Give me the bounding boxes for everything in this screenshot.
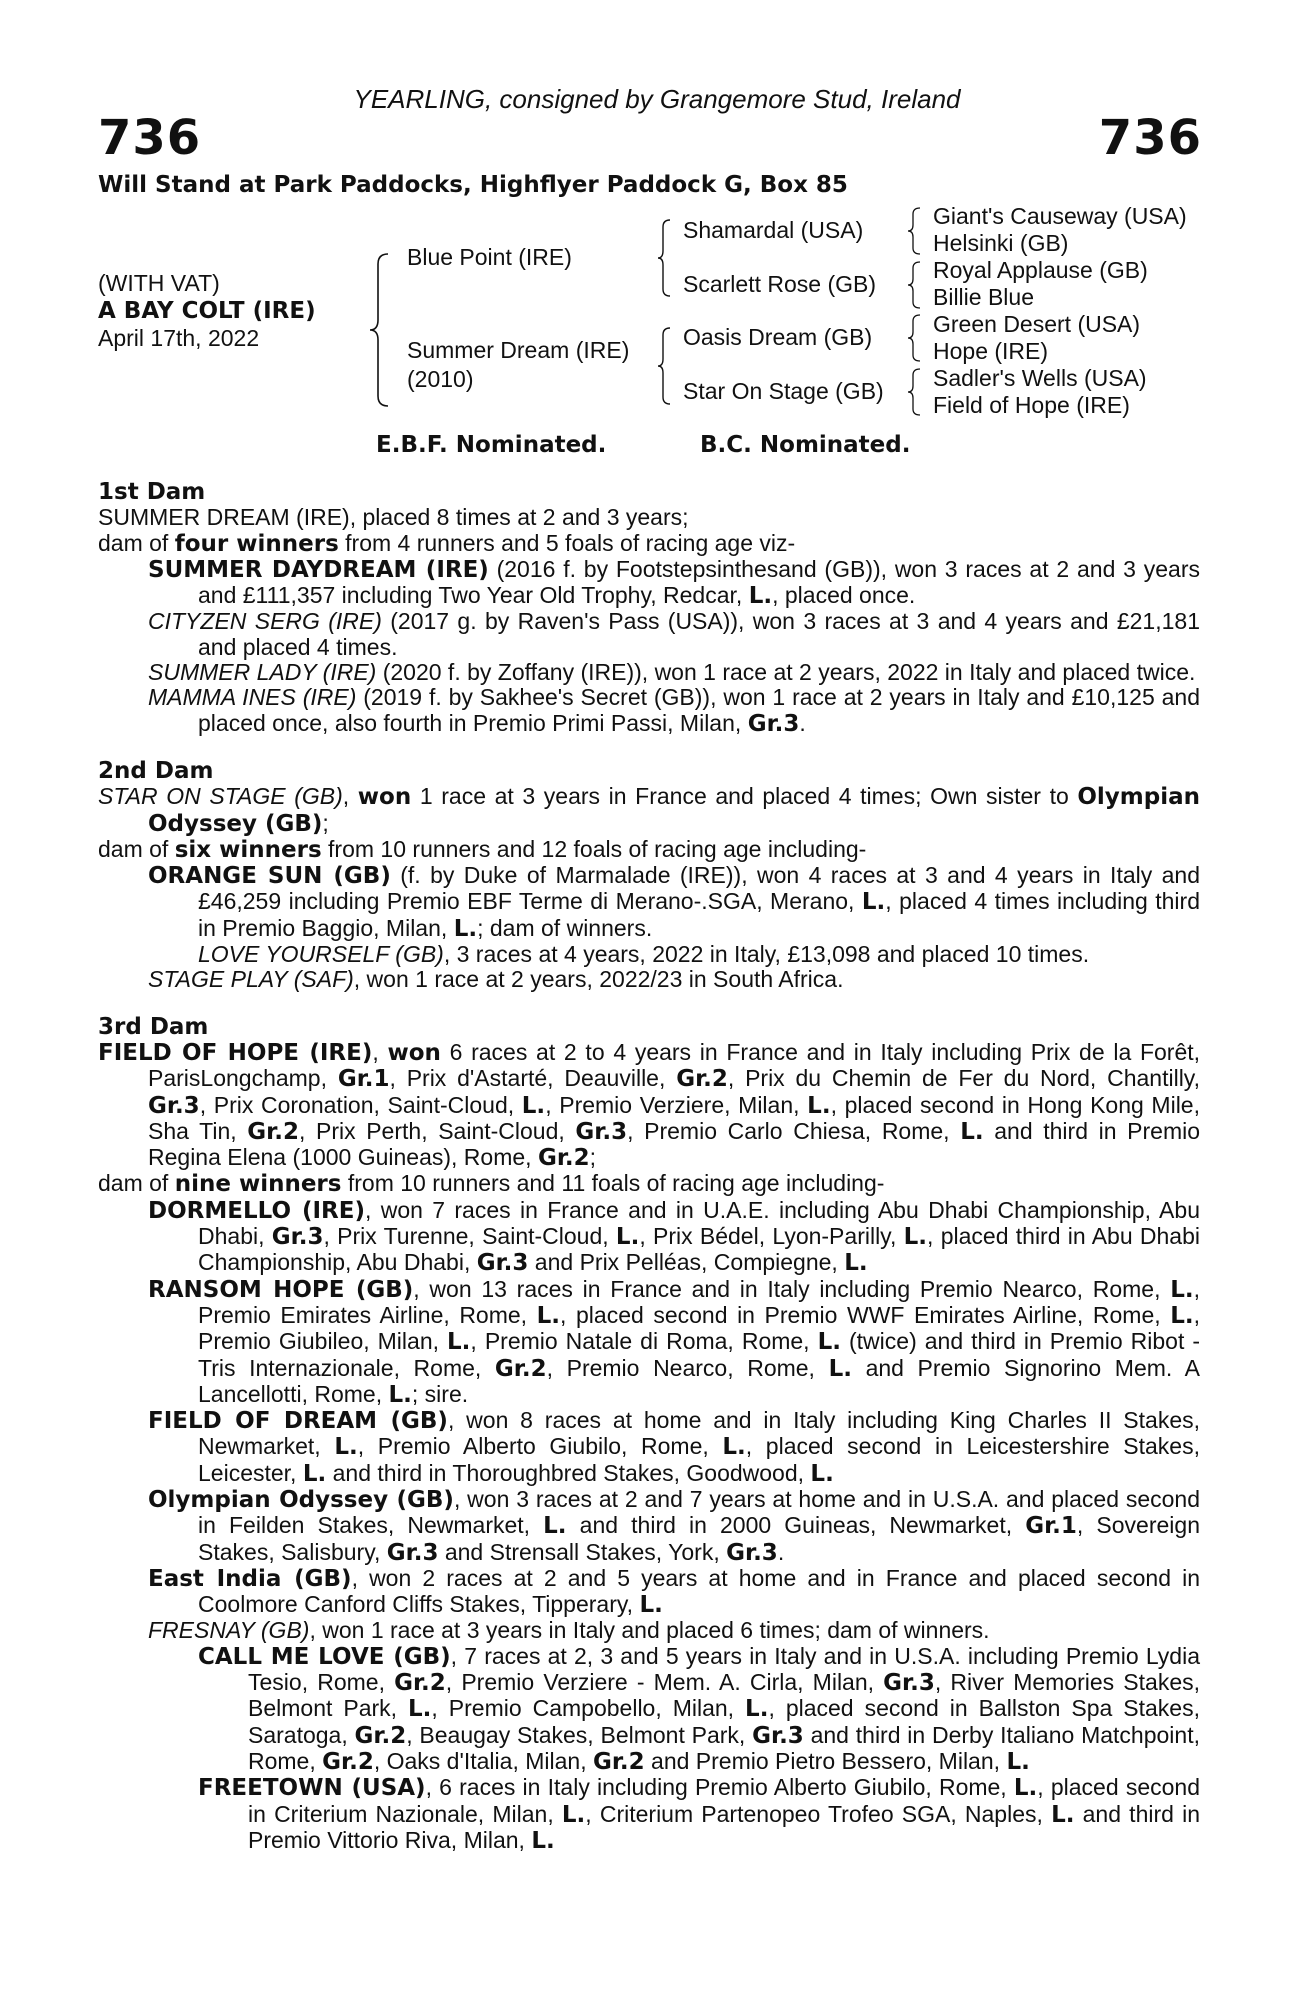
first-dam-line: SUMMER DREAM (IRE), placed 8 times at 2 and 3 years; (98, 504, 689, 531)
pedigree-brace-g4 (906, 367, 922, 417)
dam-year: (2010) (407, 366, 474, 392)
sire-sire: Shamardal (USA) (683, 217, 864, 243)
produce-love-yourself: LOVE YOURSELF (GB), 3 races at 4 years, 2022 in Italy, £13,098 and placed 10 times. (198, 941, 1090, 968)
dam-dam: Star On Stage (GB) (683, 378, 884, 404)
second-dam-heading: 2nd Dam (98, 757, 214, 784)
lot-number-right: 736 (1098, 110, 1202, 166)
second-dam-record: dam of six winners from 10 runners and 12 foals of racing age including- (98, 835, 867, 863)
g-sire-dam-sire: Royal Applause (GB) (933, 257, 1148, 283)
dam-name: Summer Dream (IRE) (407, 337, 630, 363)
produce-fresnay: FRESNAY (GB), won 1 race at 3 years in Italy and placed 6 times; dam of winners. (148, 1617, 990, 1644)
dam-sire: Oasis Dream (GB) (683, 324, 873, 350)
catalogue-subtitle: YEARLING, consigned by Grangemore Stud, Ireland (353, 84, 961, 114)
g-dam-dam-sire: Sadler's Wells (USA) (933, 365, 1147, 391)
g-dam-sire-sire: Green Desert (USA) (933, 311, 1141, 337)
pedigree-brace-main (368, 252, 390, 408)
g-dam-dam-dam: Field of Hope (IRE) (933, 392, 1130, 418)
pedigree-brace-g1 (906, 206, 922, 256)
g-sire-sire-dam: Helsinki (GB) (933, 230, 1069, 256)
sire-name: Blue Point (IRE) (407, 244, 572, 270)
foaling-date: April 17th, 2022 (98, 325, 260, 351)
produce-call-me-love: CALL ME LOVE (GB), 7 races at 2, 3 and 5 years in Italy and in U.S.A. including Premio Lydia Tesio, Rome, Gr.2, Premio Verziere - Mem. A. Cirla, Milan, Gr.3, River Memories Stakes, Belmont Park, L., Premio Campobello, Milan, L., placed second in Ballston Spa Stakes, Saratoga, Gr.2, Beaugay Stakes, Belmont Park, Gr.3 and third in Derby Italiano Matchpoint, Rome, Gr.2, Oaks d'Italia, Milan, Gr.2 and Premio Pietro Bessero, Milan, L. (198, 1642, 1200, 1775)
produce-summer-lady: SUMMER LADY (IRE) (2020 f. by Zoffany (IRE)), won 1 race at 2 years, 2022 in Italy and placed twice. (148, 659, 1196, 686)
produce-ransom-hope: RANSOM HOPE (GB), won 13 races in France and in Italy including Premio Nearco, Rome, L., Premio Emirates Airline, Rome, L., placed second in Premio WWF Emirates Airline, Rome, L., Premio Giubileo, Milan, L., Premio Natale di Roma, Rome, L. (twice) and third in Premio Ribot - Tris Internazionale, Rome, Gr.2, Premio Nearco, Rome, L. and Premio Signorino Mem. A Lancellotti, Rome, L.; sire. (148, 1275, 1200, 1408)
bc-nomination: B.C. Nominated. (700, 432, 911, 458)
third-dam-heading: 3rd Dam (98, 1013, 209, 1040)
pedigree-brace-sire (656, 218, 672, 298)
sire-dam: Scarlett Rose (GB) (683, 271, 876, 297)
produce-mamma-ines: MAMMA INES (IRE) (2019 f. by Sakhee's Secret (GB)), won 1 race at 2 years in Italy and £10,125 and placed once, also fourth in Premio Primi Passi, Milan, Gr.3. (148, 684, 1200, 737)
produce-dormello: DORMELLO (IRE), won 7 races in France and in U.A.E. including Abu Dhabi Championship, Abu Dhabi, Gr.3, Prix Turenne, Saint-Cloud, L., Prix Bédel, Lyon-Parilly, L., placed third in Abu Dhabi Championship, Abu Dhabi, Gr.3 and Prix Pelléas, Compiegne, L. (148, 1196, 1200, 1277)
pedigree-brace-dam (656, 326, 672, 406)
produce-orange-sun: ORANGE SUN (GB) (f. by Duke of Marmalade (IRE)), won 4 races at 3 and 4 years in Italy and £46,259 including Premio EBF Terme di Merano-.SGA, Merano, L., placed 4 times including third in Premio Baggio, Milan, L.; dam of winners. (148, 862, 1200, 942)
produce-summer-daydream: SUMMER DAYDREAM (IRE) (2016 f. by Footstepsinthesand (GB)), won 3 races at 2 and 3 years and £111,357 including Two Year Old Trophy, Redcar, L., placed once. (148, 555, 1200, 610)
pedigree-brace-g2 (906, 260, 922, 310)
third-dam-line: FIELD OF HOPE (IRE), won 6 races at 2 to 4 years in France and in Italy including Prix de la Forêt, ParisLongchamp, Gr.1, Prix d'Astarté, Deauville, Gr.2, Prix du Chemin de Fer du Nord, Chantilly, Gr.3, Prix Coronation, Saint-Cloud, L., Premio Verziere, Milan, L., placed second in Hong Kong Mile, Sha Tin, Gr.2, Prix Perth, Saint-Cloud, Gr.3, Premio Carlo Chiesa, Rome, L. and third in Premio Regina Elena (1000 Guineas), Rome, Gr.2; (98, 1038, 1201, 1172)
pedigree-brace-g3 (906, 313, 922, 363)
produce-field-of-dream: FIELD OF DREAM (GB), won 8 races at home and in Italy including King Charles II Stakes, Newmarket, L., Premio Alberto Giubilo, Rome, L., placed second in Leicestershire Stakes, Leicester, L. and third in Thoroughbred Stakes, Goodwood, L. (148, 1407, 1200, 1487)
first-dam-record: dam of four winners from 4 runners and 5 foals of racing age viz- (98, 529, 796, 557)
produce-olympian-odyssey: Olympian Odyssey (GB), won 3 races at 2 and 7 years at home and in U.S.A. and placed second in Feilden Stakes, Newmarket, L. and third in 2000 Guineas, Newmarket, Gr.1, Sovereign Stakes, Salisbury, Gr.3 and Strensall Stakes, York, Gr.3. (148, 1485, 1200, 1566)
ebf-nomination: E.B.F. Nominated. (376, 432, 607, 458)
vat-note: (WITH VAT) (98, 270, 220, 296)
produce-cityzen-serg: CITYZEN SERG (IRE) (2017 g. by Raven's Pass (USA)), won 3 races at 3 and 4 years and £21,181 and placed 4 times. (148, 608, 1200, 660)
lot-number-left: 736 (98, 110, 202, 166)
second-dam-line: STAR ON STAGE (GB), won 1 race at 3 years in France and placed 4 times; Own sister to Olympian Odyssey (GB); (98, 783, 1201, 837)
third-dam-record: dam of nine winners from 10 runners and 11 foals of racing age including- (98, 1170, 885, 1198)
produce-east-india: East India (GB), won 2 races at 2 and 5 years at home and in France and placed second in Coolmore Canford Cliffs Stakes, Tipperary, L. (148, 1564, 1200, 1619)
produce-freetown: FREETOWN (USA), 6 races in Italy including Premio Alberto Giubilo, Rome, L., placed second in Criterium Nazionale, Milan, L., Criterium Partenopeo Trofeo SGA, Naples, L. and third in Premio Vittorio Riva, Milan, L. (198, 1774, 1200, 1854)
stand-location: Will Stand at Park Paddocks, Highflyer Paddock G, Box 85 (98, 172, 848, 198)
first-dam-heading: 1st Dam (98, 479, 206, 505)
produce-stage-play: STAGE PLAY (SAF), won 1 race at 2 years, 2022/23 in South Africa. (148, 966, 844, 993)
g-sire-dam-dam: Billie Blue (933, 284, 1034, 310)
g-sire-sire-sire: Giant's Causeway (USA) (933, 203, 1187, 229)
g-dam-sire-dam: Hope (IRE) (933, 338, 1049, 364)
pedigree-notes (98, 480, 1200, 1854)
horse-name: A BAY COLT (IRE) (98, 298, 316, 324)
